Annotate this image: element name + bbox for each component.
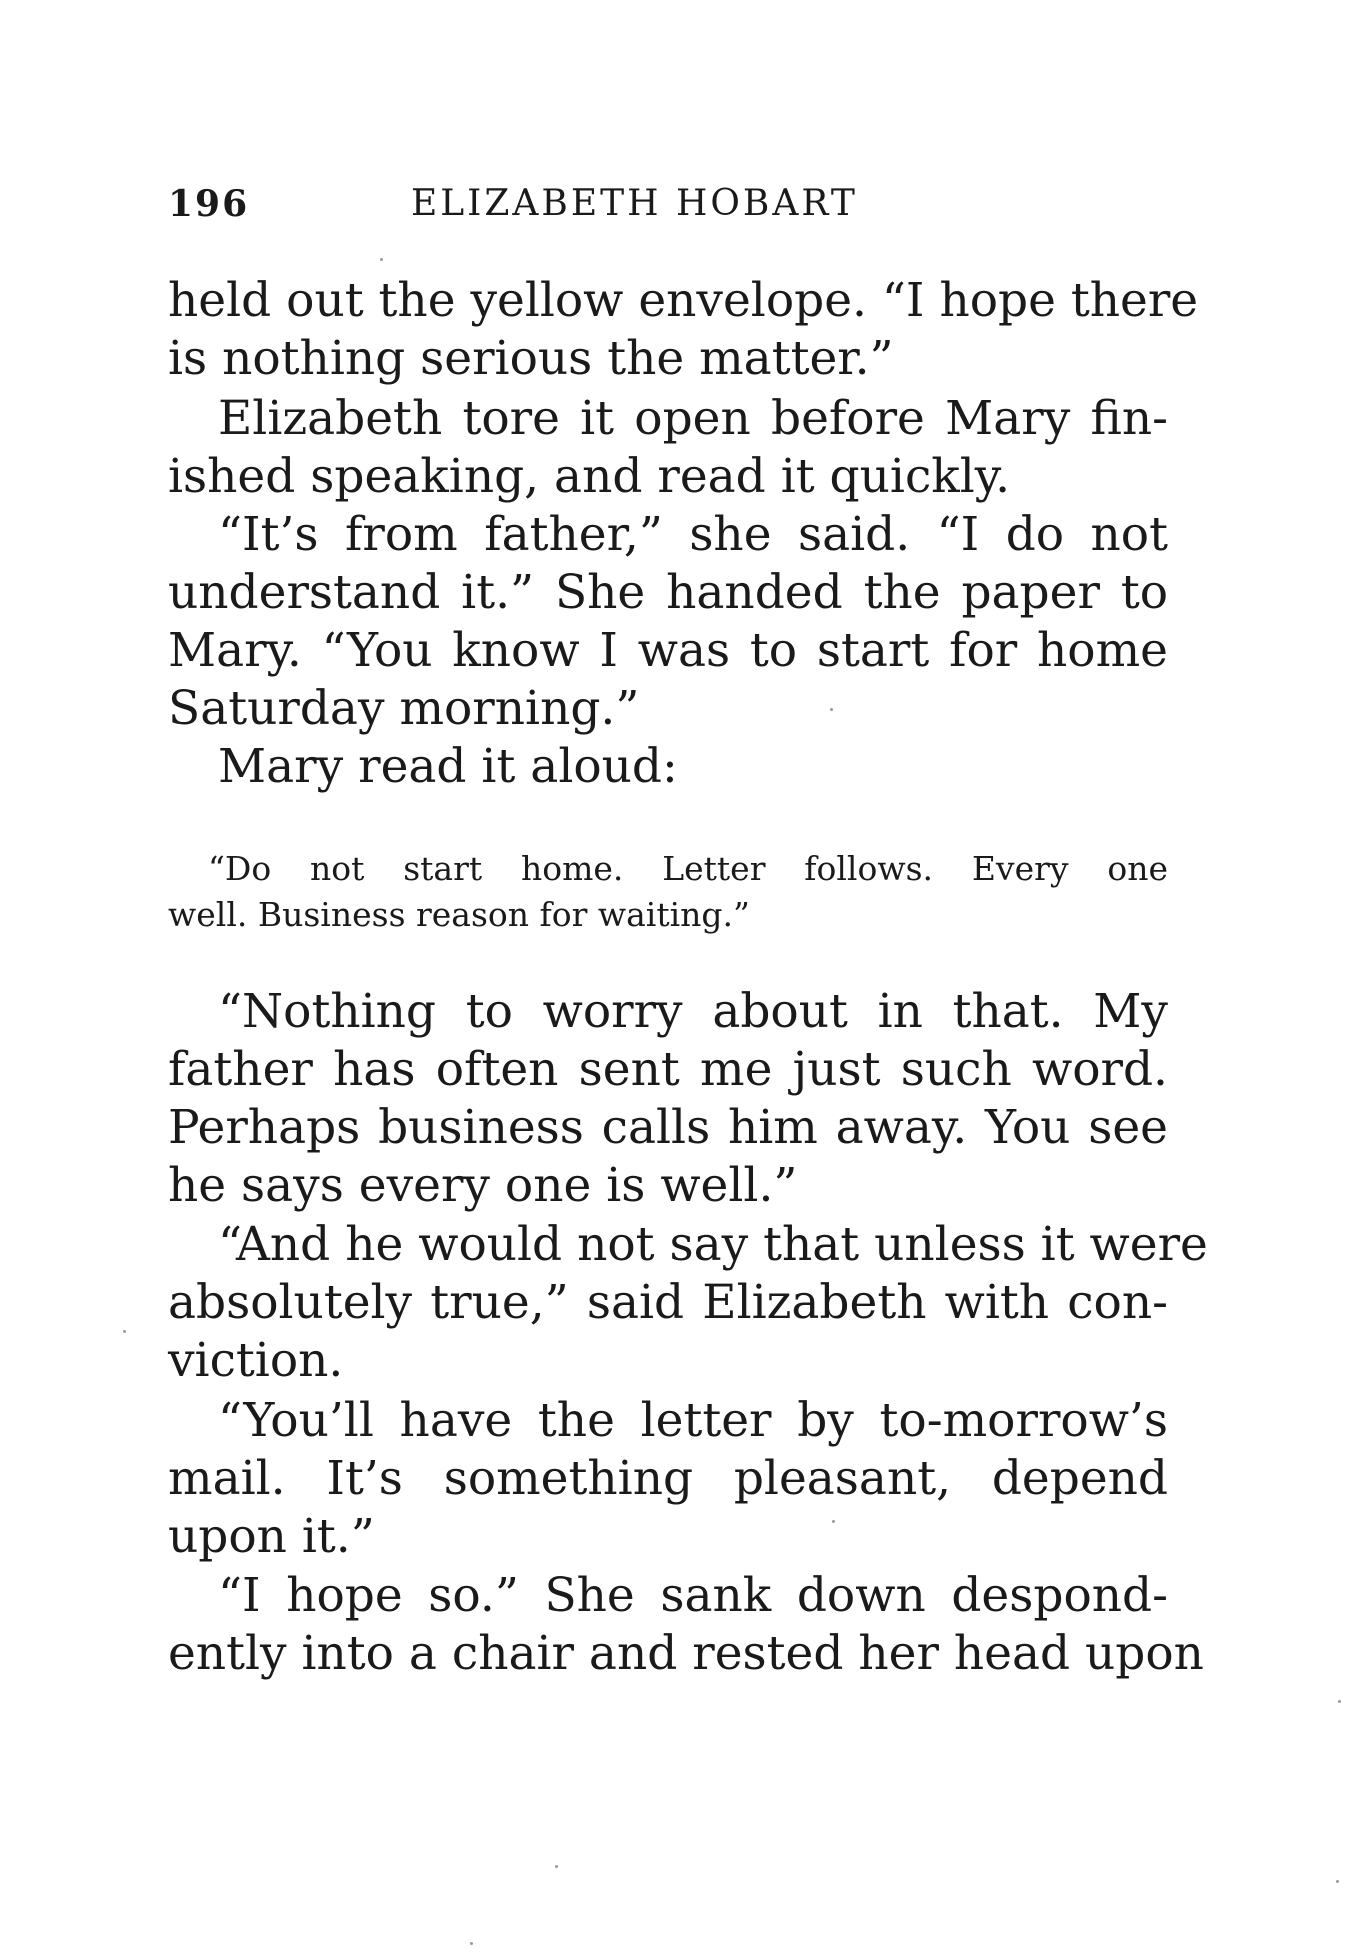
scan-speck [1338,1700,1341,1703]
page-number: 196 [168,183,250,225]
scan-speck [830,708,833,711]
text-line: Perhaps business calls him away. You see [168,1100,1168,1155]
telegram-line: “Do not start home. Letter follows. Every one [208,849,1168,888]
text-line: absolutely true,” said Elizabeth with con- [168,1275,1168,1330]
page-header [168,183,1168,233]
text-line: mail. It’s something pleasant, depend [168,1451,1168,1506]
text-line: held out the yellow envelope. “I hope there [168,273,1199,328]
text-line: Saturday morning.” [168,681,640,736]
text-line: ently into a chair and rested her head upon [168,1626,1204,1681]
scan-speck [1336,1880,1339,1883]
scan-speck [555,1865,558,1868]
text-line: “It’s from father,” she said. “I do not [218,507,1168,562]
text-line: is nothing serious the matter.” [168,331,894,386]
running-head: ELIZABETH HOBART [411,183,858,224]
text-line: “You’ll have the letter by to-morrow’s [218,1393,1168,1448]
text-line: Mary read it aloud: [218,739,678,794]
scan-speck [380,258,383,261]
text-line: Mary. “You know I was to start for home [168,623,1168,678]
text-line: ished speaking, and read it quickly. [168,449,1011,504]
scan-speck [832,1520,835,1523]
text-line: he says every one is well.” [168,1158,798,1213]
text-line: father has often sent me just such word. [168,1042,1168,1097]
telegram-line: well. Business reason for waiting.” [168,895,750,934]
text-line: understand it.” She handed the paper to [168,565,1168,620]
text-line: Elizabeth tore it open before Mary fin- [218,391,1168,446]
text-line: viction. [168,1333,344,1388]
text-line: “Nothing to worry about in that. My [218,984,1168,1039]
scan-speck [123,1330,126,1333]
scan-speck [470,1942,473,1945]
text-line: “I hope so.” She sank down despond- [218,1568,1168,1623]
text-line: upon it.” [168,1509,375,1564]
text-line: “And he would not say that unless it were [218,1217,1208,1272]
